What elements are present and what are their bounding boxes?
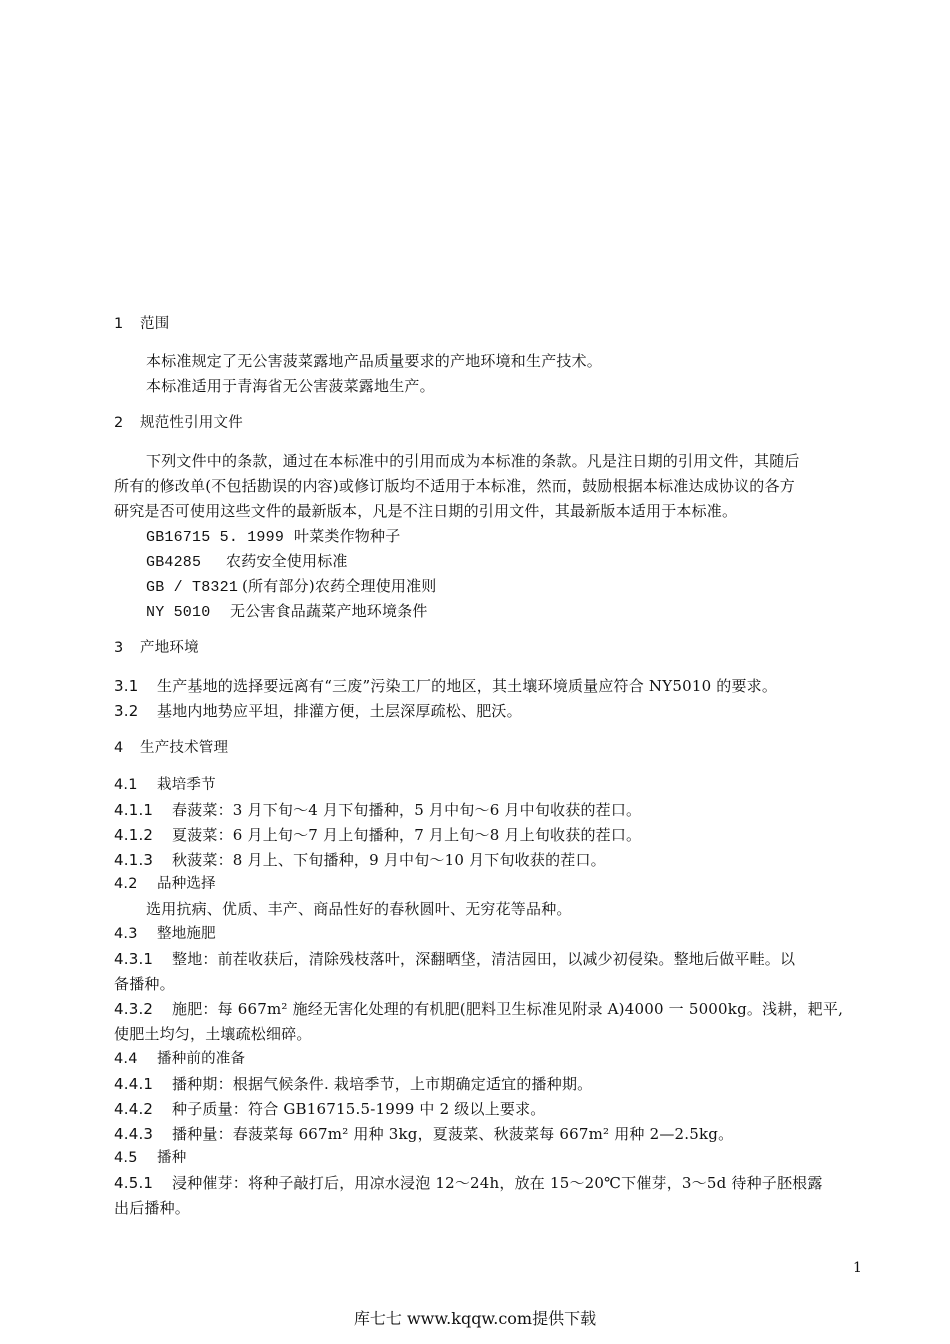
clause-4-3-1-continuation: 备播种。 (114, 975, 175, 993)
subsection-4-2-heading: 4.2 品种选择 (114, 876, 216, 892)
section-2-paragraph-line-2: 所有的修改单(不包括勘误的内容)或修订版均不适用于本标准，然而，鼓励根据本标准达成协议的各方 (114, 477, 795, 495)
clause-4-3-2: 4.3.2 施肥：每 667m² 施经无害化处理的有机肥(肥料卫生标准见附录 A)4000 一 5000kg。浅耕，耙平, (114, 1000, 844, 1018)
clause-4-1-2: 4.1.2 夏菠菜：6 月上旬～7 月上旬播种，7 月上旬～8 月上旬收获的茬口。 (114, 826, 642, 844)
clause-4-4-3: 4.4.3 播种量：春菠菜每 667m² 用种 3kg，夏菠菜、秋菠菜每 667m² 用种 2—2.5kg。 (114, 1125, 734, 1143)
reference-item: GB / T8321 (所有部分)农药仝理使用准则 (146, 577, 437, 596)
section-2-paragraph-line-1: 下列文件中的条款，通过在本标准中的引用而成为本标准的条款。凡是注日期的引用文件，其随后 (146, 452, 800, 470)
section-1-paragraph-1: 本标准规定了无公害菠菜露地产品质量要求的产地环境和生产技术。 (146, 352, 603, 370)
section-1-heading: 1 范围 (114, 316, 170, 332)
clause-3-1: 3.1 生产基地的选择要远离有“三废”污染工厂的地区，其土壤环境质量应符合 NY5010 的要求。 (114, 677, 778, 695)
clause-4-4-2: 4.4.2 种子质量：符合 GB16715.5-1999 中 2 级以上要求。 (114, 1100, 546, 1118)
section-2-paragraph-line-3: 研究是否可使用这些文件的最新版本，凡是不注日期的引用文件，其最新版本适用于本标准。 (114, 502, 738, 520)
clause-3-2: 3.2 基地内地势应平坦，排灌方便，土层深厚疏松、肥沃。 (114, 702, 522, 720)
subsection-4-1-heading: 4.1 栽培季节 (114, 777, 216, 793)
section-1-paragraph-2: 本标准适用于青海省无公害菠菜露地生产。 (146, 377, 435, 395)
clause-4-5-1-continuation: 出后播种。 (114, 1199, 191, 1217)
clause-4-3-1: 4.3.1 整地：前茬收获后，清除残枝落叶，深翻晒垡，清洁园田，以减少初侵染。整地后做平畦。以 (114, 950, 796, 968)
subsection-4-3-heading: 4.3 整地施肥 (114, 926, 216, 942)
reference-item: NY 5010 无公害食品蔬菜产地环境条件 (146, 602, 428, 621)
clause-4-5-1: 4.5.1 浸种催芽：将种子敲打后，用凉水浸泡 12～24h，放在 15～20℃下催芽，3～5d 待种子胚根露 (114, 1174, 823, 1192)
reference-item: GB16715 5. 1999 叶菜类作物种子 (146, 527, 401, 546)
section-3-heading: 3 产地环境 (114, 640, 199, 656)
clause-4-4-1: 4.4.1 播种期：根据气候条件. 栽培季节，上市期确定适宜的播种期。 (114, 1075, 593, 1093)
subsection-4-5-heading: 4.5 播种 (114, 1150, 187, 1166)
subsection-4-2-paragraph: 选用抗病、优质、丰产、商品性好的春秋圆叶、无穷花等品种。 (146, 900, 572, 918)
clause-4-1-1: 4.1.1 春菠菜：3 月下旬～4 月下旬播种，5 月中旬～6 月中旬收获的茬口。 (114, 801, 642, 819)
page-number: 1 (853, 1260, 862, 1276)
section-4-heading: 4 生产技术管理 (114, 740, 229, 756)
subsection-4-4-heading: 4.4 播种前的准备 (114, 1051, 246, 1067)
reference-item: GB4285 农药安全使用标准 (146, 552, 348, 571)
clause-4-3-2-continuation: 使肥土均匀，土壤疏松细碎。 (114, 1025, 312, 1043)
download-footer: 库七七 www.kqqw.com提供下载 (353, 1309, 597, 1328)
section-2-heading: 2 规范性引用文件 (114, 415, 243, 431)
clause-4-1-3: 4.1.3 秋菠菜：8 月上、下旬播种，9 月中旬～10 月下旬收获的茬口。 (114, 851, 606, 869)
